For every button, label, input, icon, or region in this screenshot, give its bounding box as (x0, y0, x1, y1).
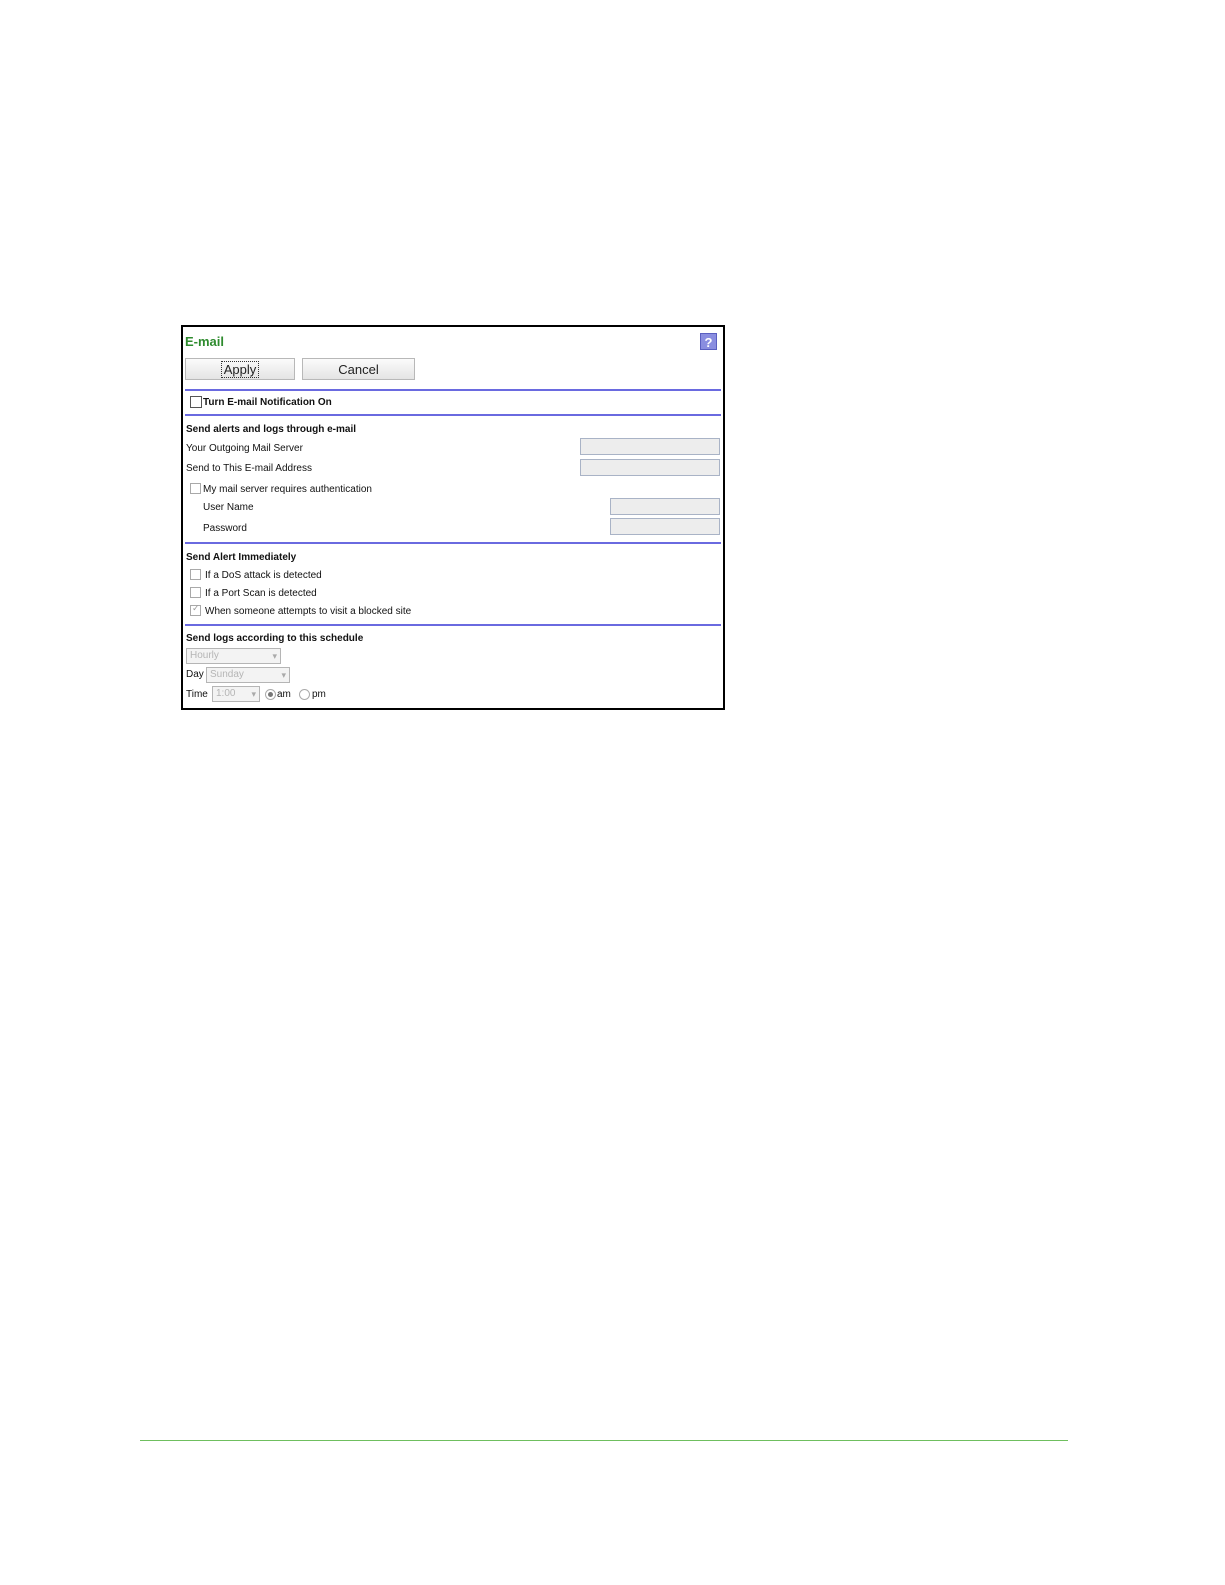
username-input[interactable] (610, 498, 720, 515)
password-input[interactable] (610, 518, 720, 535)
day-label: Day (186, 669, 204, 680)
schedule-section-heading: Send logs according to this schedule (186, 633, 364, 644)
outgoing-server-label: Your Outgoing Mail Server (186, 443, 303, 454)
frequency-select[interactable] (186, 648, 281, 664)
alert-section-heading: Send Alert Immediately (186, 552, 297, 563)
day-select[interactable] (206, 667, 290, 683)
question-mark-icon[interactable]: ? (700, 333, 717, 350)
notification-checkbox[interactable] (190, 396, 202, 408)
pm-label: pm (312, 689, 326, 700)
send-to-label: Send to This E-mail Address (186, 463, 312, 474)
pm-radio[interactable] (299, 689, 310, 700)
notification-label: Turn E-mail Notification On (203, 397, 332, 408)
auth-label: My mail server requires authentication (203, 484, 372, 495)
page-title: E-mail (185, 334, 225, 349)
am-radio[interactable] (265, 689, 276, 700)
checkmark-icon: ✓ (192, 603, 200, 613)
time-label: Time (186, 689, 208, 700)
section-divider (185, 542, 721, 544)
auth-checkbox[interactable] (190, 483, 201, 494)
blocked-site-checkbox[interactable] (190, 605, 201, 616)
chevron-down-icon: ▾ (272, 651, 277, 661)
username-label: User Name (203, 502, 254, 513)
dos-attack-checkbox[interactable] (190, 569, 201, 580)
am-label: am (277, 689, 291, 700)
apply-button-label: Apply (221, 361, 260, 378)
port-scan-checkbox[interactable] (190, 587, 201, 598)
section-divider (185, 389, 721, 391)
footer-divider (140, 1440, 1068, 1441)
password-label: Password (203, 523, 247, 534)
time-value: 1:00 (216, 688, 236, 699)
chevron-down-icon: ▾ (281, 670, 286, 680)
cancel-button[interactable]: Cancel (302, 358, 415, 380)
section-divider (185, 414, 721, 416)
email-settings-panel (181, 325, 725, 710)
blocked-site-label: When someone attempts to visit a blocked site (205, 606, 412, 617)
apply-button[interactable] (185, 358, 295, 380)
section-divider (185, 624, 721, 626)
frequency-value: Hourly (190, 650, 219, 661)
dos-attack-label: If a DoS attack is detected (205, 570, 322, 581)
time-select[interactable] (212, 686, 260, 702)
day-value: Sunday (210, 669, 244, 680)
port-scan-label: If a Port Scan is detected (205, 588, 317, 599)
send-to-email-input[interactable] (580, 459, 720, 476)
send-section-heading: Send alerts and logs through e-mail (186, 424, 357, 435)
selected-dot-icon (268, 692, 273, 697)
outgoing-server-input[interactable] (580, 438, 720, 455)
chevron-down-icon: ▾ (251, 689, 256, 699)
